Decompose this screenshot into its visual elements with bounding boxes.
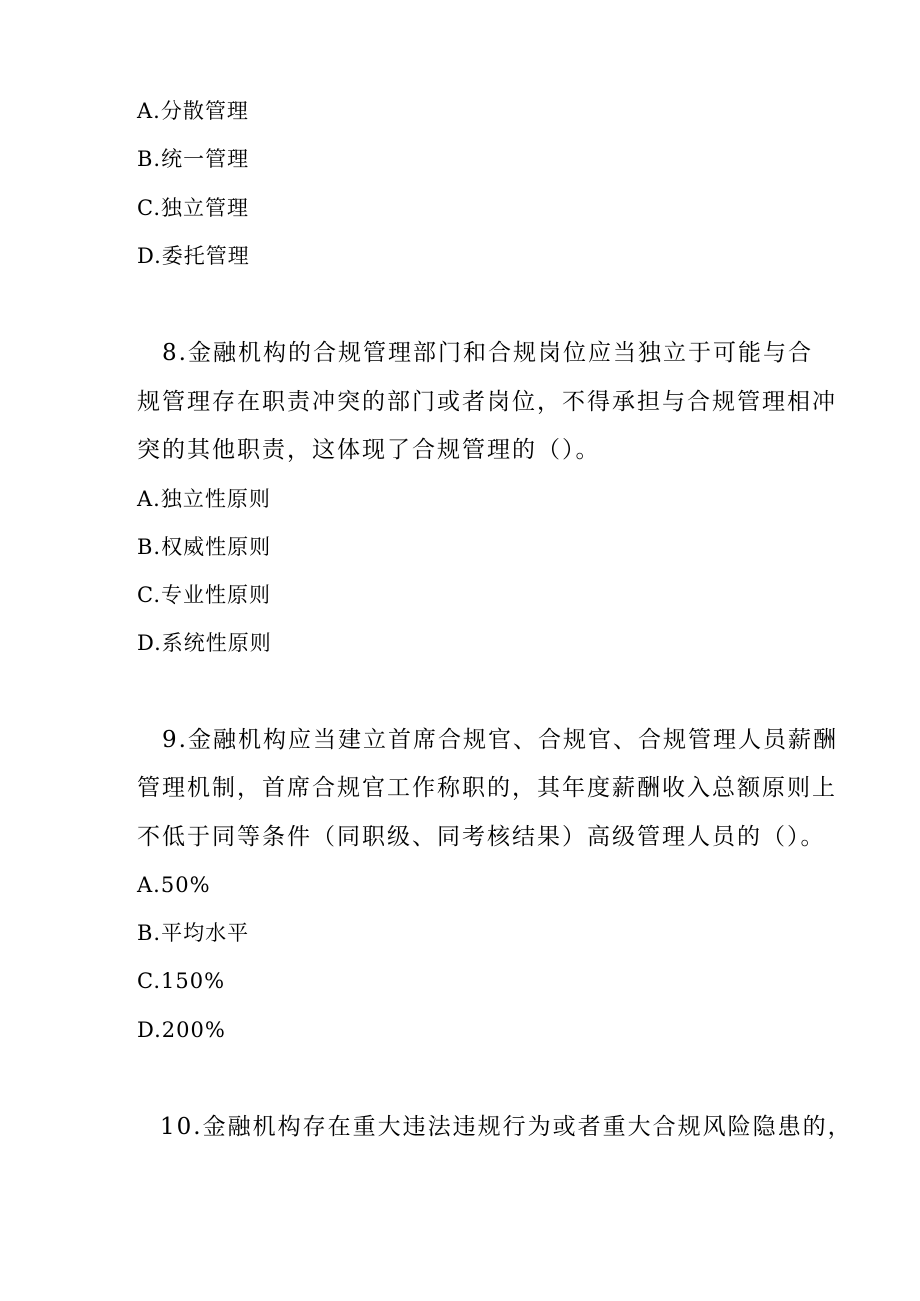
q8-stem-line-2: 规管理存在职责冲突的部门或者岗位，不得承担与合规管理相冲	[137, 389, 837, 415]
q9-stem-line-1: 9.金融机构应当建立首席合规官、合规官、合规管理人员薪酬	[162, 727, 838, 753]
q7-option-d: D.委托管理	[137, 244, 250, 268]
q8-option-d: D.系统性原则	[137, 631, 272, 655]
q7-option-a: A.分散管理	[137, 99, 249, 123]
q8-option-a: A.独立性原则	[137, 487, 271, 511]
q8-stem-line-3: 突的其他职责，这体现了合规管理的（）。	[137, 437, 601, 463]
q8-stem-line-1: 8.金融机构的合规管理部门和合规岗位应当独立于可能与合	[162, 340, 813, 366]
q9-stem-line-3: 不低于同等条件（同职级、同考核结果）高级管理人员的（）。	[137, 824, 826, 850]
q9-stem-line-2: 管理机制，首席合规官工作称职的，其年度薪酬收入总额原则上	[137, 775, 837, 801]
q9-option-c: C.150%	[137, 969, 226, 993]
q8-option-b: B.权威性原则	[137, 535, 272, 559]
q9-option-b: B.平均水平	[137, 921, 250, 945]
q10-stem-line-1: 10.金融机构存在重大违法违规行为或者重大合规风险隐患的，	[160, 1114, 853, 1140]
q7-option-c: C.独立管理	[137, 196, 249, 220]
q8-option-c: C.专业性原则	[137, 583, 271, 607]
q9-option-d: D.200%	[137, 1018, 226, 1042]
q9-option-a: A.50%	[137, 873, 211, 897]
q7-option-b: B.统一管理	[137, 147, 250, 171]
